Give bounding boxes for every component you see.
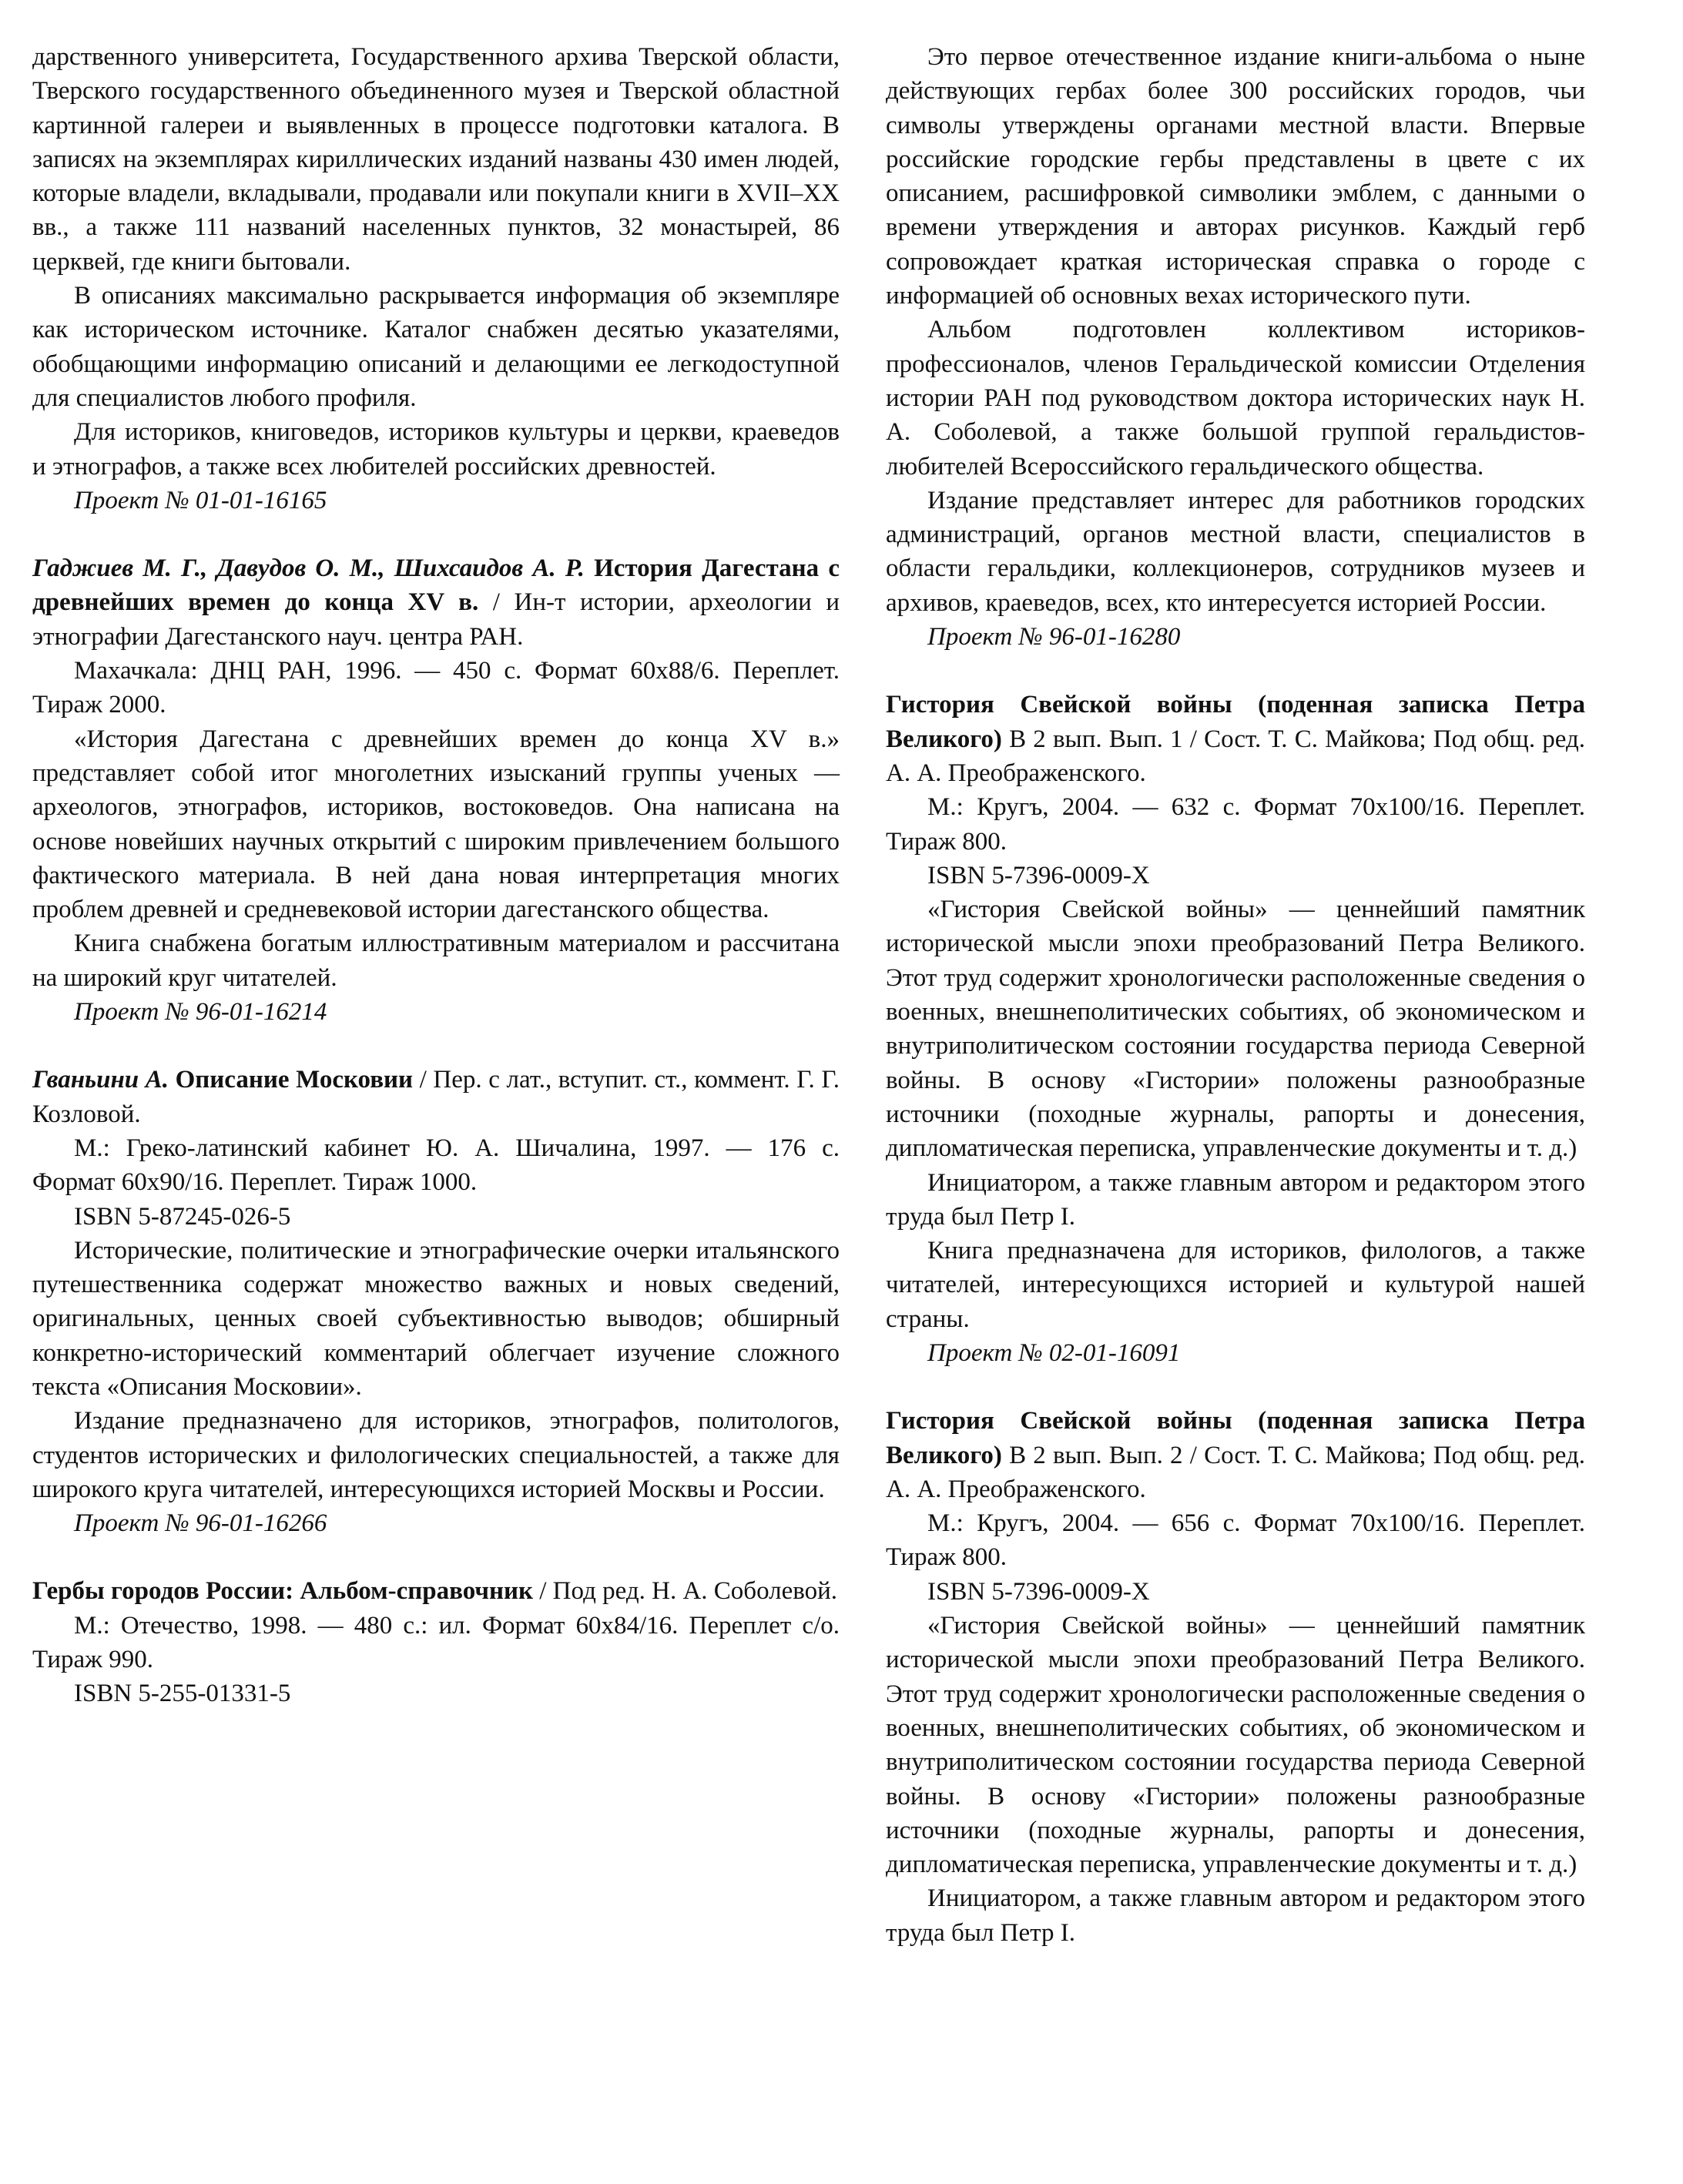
bibliography-entry xyxy=(32,1574,840,1710)
entry-annotation: Инициатором, а также главным автором и редактором этого труда был Петр I. xyxy=(886,1168,1585,1231)
entry-heading xyxy=(32,1574,840,1608)
entry-isbn: ISBN 5-7396-0009-X xyxy=(927,861,1150,889)
entry-isbn: ISBN 5-255-01331-5 xyxy=(74,1680,291,1708)
bibliography-entry xyxy=(32,1063,840,1540)
entry-heading xyxy=(32,551,840,654)
entry-responsibility: В 2 вып. Вып. 2 / Сост. Т. С. Майкова; Под общ. ред. А. А. Преображенского. xyxy=(886,1441,1585,1503)
entry-annotation: Для историков, книговедов, историков культуры и церкви, краеведов и этнографов, а также всех любителей российских древностей. xyxy=(32,418,840,481)
entry-imprint: М.: Кругъ, 2004. — 632 с. Формат 70х100/16. Переплет. Тираж 800. xyxy=(886,793,1585,856)
entry-responsibility: / Ин-т истории, археологии и этнографии Дагестанского науч. центра РАН. xyxy=(32,588,840,651)
entry-annotation: Это первое отечественное издание книги-альбома о ныне действующих гербах более 300 российских городов, чьи символы утверждены органами местной власти. Впервые российские городские гербы представлены в цвете с их описанием, расшифровкой символики эмблем, с данными о времени утверждения и авторах рисунков. Каждый герб сопровождает краткая историческая справка о городе с информацией об основных вехах исторического пути. xyxy=(886,43,1585,310)
entry-responsibility: / Пер. с лат., вступит. ст., коммент. Г. Г. Козловой. xyxy=(32,1066,840,1128)
entry-annotation: Книга предназначена для историков, филологов, а также читателей, интересующихся историей и культурой нашей страны. xyxy=(886,1237,1585,1333)
entry-imprint: Махачкала: ДНЦ РАН, 1996. — 450 с. Формат 60х88/6. Переплет. Тираж 2000. xyxy=(32,657,840,719)
entry-imprint: М.: Греко-латинский кабинет Ю. А. Шичалина, 1997. — 176 с. Формат 60х90/16. Переплет. Тираж 1000. xyxy=(32,1134,840,1197)
entry-title: Описание Московии xyxy=(175,1066,414,1094)
entry-title: История Дагестана с древнейших времен до конца XV в. xyxy=(32,554,840,617)
entry-heading xyxy=(32,1063,840,1131)
entry-annotation: Книга снабжена богатым иллюстративным материалом и рассчитана на широкий круг читателей. xyxy=(32,930,840,992)
entry-responsibility: В 2 вып. Вып. 1 / Сост. Т. С. Майкова; Под общ. ред. А. А. Преображенского. xyxy=(886,725,1585,787)
entry-project-number: Проект № 96-01-16214 xyxy=(74,998,327,1027)
entry-heading xyxy=(886,1404,1585,1506)
entry-project-number: Проект № 02-01-16091 xyxy=(927,1338,1181,1367)
entry-annotation: «Гистория Свейской войны» — ценнейший памятник исторической мысли эпохи преобразований Петра Великого. Этот труд содержит хронологически расположенные сведения о военных, внешнеполитических событиях, об экономическом и внутриполитическом состоянии государства периода Северной войны. В основу «Гистории» положены разнообразные источники (походные журналы, рапорты и донесения, дипломатическая переписка, управленческие документы и т. д.) xyxy=(886,896,1585,1163)
entry-annotation: «История Дагестана с древнейших времен до конца XV в.» представляет собой итог многолетних изысканий группы ученых — археологов, этнографов, историков, востоковедов. Она написана на основе новейших научных открытий с широким привлечением большого фактического материала. В ней дана новая интерпретация многих проблем древней и средневековой истории дагестанского общества. xyxy=(32,725,840,924)
entry-isbn: ISBN 5-87245-026-5 xyxy=(74,1202,291,1231)
entry-title: Гистория Свейской войны (поденная записка Петра Великого) xyxy=(886,1407,1585,1469)
entry-project-number: Проект № 96-01-16280 xyxy=(927,623,1181,652)
entry-responsibility: / Под ред. Н. А. Соболевой. xyxy=(533,1577,838,1606)
entry-author: Гаджиев М. Г., Давудов О. М., Шихсаидов А. Р. xyxy=(32,554,585,583)
entry-annotation: «Гистория Свейской войны» — ценнейший памятник исторической мысли эпохи преобразований Петра Великого. Этот труд содержит хронологически расположенные сведения о военных, внешнеполитических событиях, об экономическом и внутриполитическом состоянии государства периода Северной войны. В основу «Гистории» положены разнообразные источники (походные журналы, рапорты и донесения, дипломатическая переписка, управленческие документы и т. д.) xyxy=(886,1612,1585,1879)
entry-heading xyxy=(886,688,1585,790)
right-column xyxy=(886,40,1585,1950)
left-column xyxy=(32,40,840,1711)
entry-annotation: Инициатором, а также главным автором и редактором этого труда был Петр I. xyxy=(886,1884,1585,1947)
bibliography-entry xyxy=(886,40,1585,654)
entry-annotation: Издание предназначено для историков, этнографов, политологов, студентов исторических и филологических специальностей, а также для широкого круга читателей, интересующихся историей Москвы и России. xyxy=(32,1407,840,1503)
bibliography-entry xyxy=(886,688,1585,1370)
bibliography-entry xyxy=(32,551,840,1029)
entry-annotation: Исторические, политические и этнографические очерки итальянского путешественника содержат множество важных и новых сведений, оригинальных, ценных своей субъективностью выводов; обширный конкретно-исторический комментарий облегчает изучение сложного текста «Описания Московии». xyxy=(32,1236,840,1401)
entry-project-number: Проект № 01-01-16165 xyxy=(74,486,327,514)
entry-imprint: М.: Кругъ, 2004. — 656 с. Формат 70х100/16. Переплет. Тираж 800. xyxy=(886,1509,1585,1572)
entry-annotation: дарственного университета, Государственного архива Тверской области, Тверского государственного объединенного музея и Тверской областной картинной галереи и выявленных в процессе подготовки каталога. В записях на экземплярах кириллических изданий названы 430 имен людей, которые владели, вкладывали, продавали или покупали книги в XVII–XX вв., а также 111 названий населенных пунктов, 32 монастырей, 86 церквей, где книги бытовали. xyxy=(32,43,840,276)
entry-project-number: Проект № 96-01-16266 xyxy=(74,1509,327,1538)
entry-isbn: ISBN 5-7396-0009-X xyxy=(927,1577,1150,1606)
entry-imprint: М.: Отечество, 1998. — 480 с.: ил. Формат 60х84/16. Переплет с/о. Тираж 990. xyxy=(32,1611,840,1674)
entry-annotation: В описаниях максимально раскрывается информация об экземпляре как историческом источнике. Каталог снабжен десятью указателями, обобщающими информацию описаний и делающими ее легкодоступной для специалистов любого профиля. xyxy=(32,282,840,412)
entry-title: Гербы городов России: Альбом-справочник xyxy=(32,1577,534,1606)
entry-title: Гистория Свейской войны (поденная записка Петра Великого) xyxy=(886,691,1585,753)
entry-annotation: Издание представляет интерес для работников городских администраций, органов местной власти, специалистов в области геральдики, коллекционеров, сотрудников музеев и архивов, краеведов, всех, кто интересуется историей России. xyxy=(886,486,1585,617)
entry-author: Гваньини А. xyxy=(32,1066,169,1094)
bibliography-entry xyxy=(32,40,840,518)
bibliography-entry xyxy=(886,1404,1585,1950)
entry-annotation: Альбом подготовлен коллективом историков-профессионалов, членов Геральдической комиссии Отделения истории РАН под руководством доктора исторических наук Н. А. Соболевой, а также большой группой геральдистов-любителей Всероссийского геральдического общества. xyxy=(886,316,1585,481)
